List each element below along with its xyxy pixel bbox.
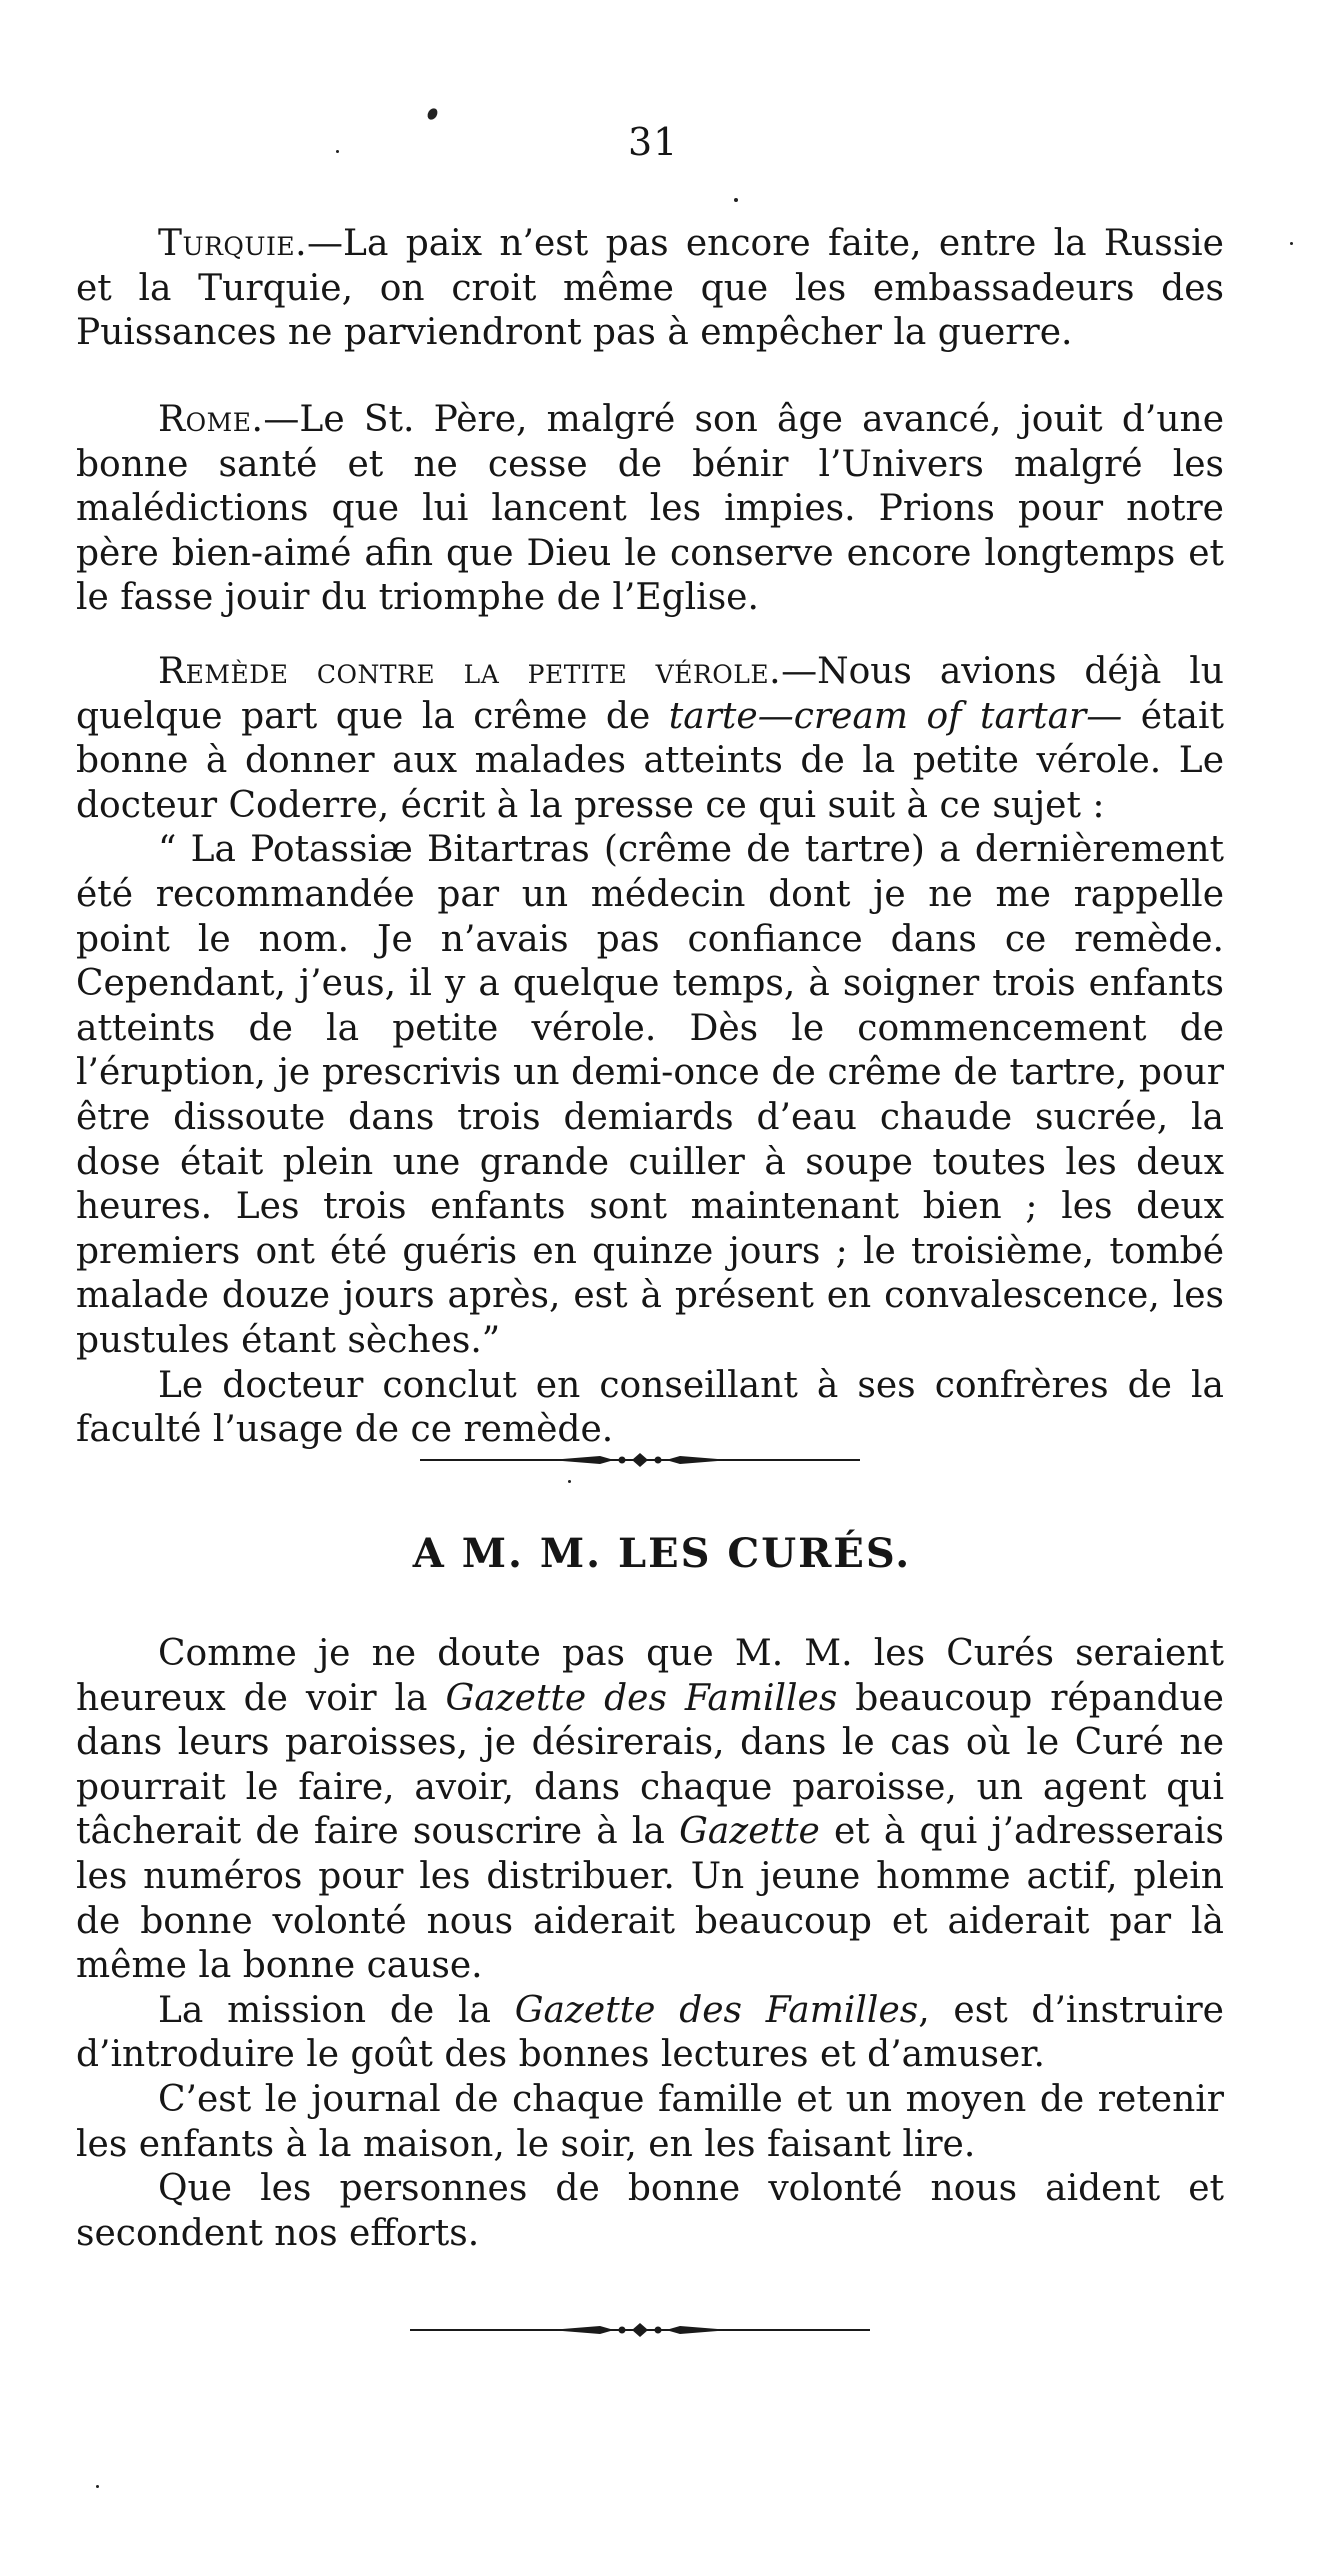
news-text-italic: tarte—cream of tartar— (668, 695, 1123, 737)
section-body (76, 1632, 1224, 2256)
ornament-divider (400, 1448, 880, 1472)
news-text: —Nous avions déjà lu quelque part que la crême de (76, 651, 1224, 737)
news-item-rome (76, 398, 1224, 621)
ink-speck (336, 150, 339, 153)
paragraph-text: Comme je ne doute pas que M. M. les Curés seraient heureux de voir la (76, 1633, 1224, 1719)
ink-speck (734, 198, 738, 202)
news-text: —La paix n’est pas encore faite, entre la Russie et la Turquie, on croit même que les embassadeurs des Puissances ne parviendront pas à empêcher la guerre. (76, 223, 1224, 354)
publication-title: Gazette (679, 1811, 820, 1853)
publication-title: Gazette des Familles (514, 1989, 919, 2031)
section-title: A M. M. LES CURÉS. (412, 1530, 912, 1577)
paragraph-text: C’est le journal de chaque famille et un moyen de retenir les enfants à la maison, le soir, en les faisant lire. (76, 2078, 1224, 2165)
paragraph-text: , est d’instruire d’introduire le goût des bonnes lectures et d’amuser. (76, 1989, 1224, 2076)
ink-speck (1290, 242, 1293, 245)
paragraph-text: et à qui j’adresserais les numéros pour les distribuer. Un jeune homme actif, plein de bonne volonté nous aiderait beaucoup et aiderait par là même la bonne cause. (76, 1811, 1224, 1987)
ornament-divider (400, 2318, 880, 2342)
ink-speck (426, 107, 440, 122)
paragraph-text: Que les personnes de bonne volonté nous aident et secondent nos efforts. (76, 2168, 1224, 2254)
news-quote: “ La Potassiæ Bitartras (crême de tartre) a dernièrement été recommandée par un médecin dont je ne me rappelle point le nom. Je n’avais pas confiance dans ce remède. Cependant, j’eus, il y a quelque temps, à soigner trois enfants atteints de la petite vérole. Dès le commencement de l’éruption, je prescrivis un demi-once de crême de tartre, pour être dissoute dans trois demiards d’eau chaude sucrée, la dose était plein une grande cuiller à soupe toutes les deux heures. Les trois enfants sont maintenant bien ; les deux premiers ont été guéris en quinze jours ; le troisième, tombé malade douze jours après, est à présent en convalescence, les pustules étant sèches.” (76, 829, 1224, 1361)
news-heading: Rome. (158, 399, 264, 440)
news-text: était bonne à donner aux malades atteints de la petite vérole. Le docteur Coderre, écrit à la presse ce qui suit à ce sujet : (76, 695, 1224, 826)
paragraph-text: La mission de la (158, 1989, 515, 2031)
news-conclusion: Le docteur conclut en conseillant à ses confrères de la faculté l’usage de ce remède. (76, 1364, 1224, 1451)
ink-speck (568, 1480, 571, 1483)
paragraph-text: beaucoup répandue dans leurs paroisses, je désirerais, dans le cas où le Curé ne pourrait le faire, avoir, dans chaque paroisse, un agent qui tâcherait de faire souscrire à la (76, 1677, 1224, 1853)
page-number: 31 (628, 120, 679, 164)
ink-speck (96, 2485, 99, 2488)
publication-title: Gazette des Familles (445, 1677, 838, 1719)
news-text: —Le St. Père, malgré son âge avancé, jouit d’une bonne santé et ne cesse de bénir l’Univers malgré les malédictions que lui lancent les impies. Prions pour notre père bien-aimé afin que Dieu le conserve encore longtemps et le fasse jouir du triomphe de l’Eglise. (76, 399, 1224, 619)
news-heading: Remède contre la petite vérole. (158, 651, 782, 692)
news-item-turquie (76, 222, 1224, 356)
news-heading: Turquie. (158, 223, 308, 264)
news-item-remede (76, 650, 1224, 1453)
